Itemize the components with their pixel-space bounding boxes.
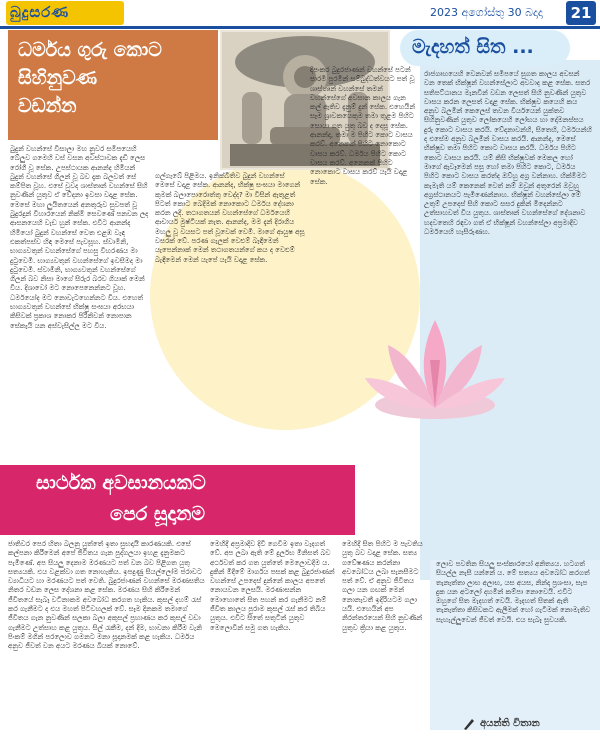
article2-title: මැදහත් සිත ... [412, 36, 534, 58]
newspaper-logo: බුදුසරණ [10, 3, 70, 21]
article1-column2: ගල්ගැබේ පිළිමය. ඉනික්බිතිව බුදුන් වහන්සේ මෙසේ වදාළ සේක. ආනන්ද, භික්ෂු සංඝයා මාගෙන් කුමක් බලාපොරොත්තු වෙද්ද? මා විසින් ඇතුළත් පිටත් කොට බෙදීමක් නොකොට ධර්මය දේශනා කරන ලදී. තථාගතයන් වහන්සේගේ ධර්මයෙහි ආචාර්ය මුෂ්ටියක් නැත. ආනන්ද, මම දැන් දිරාගිය මහලු වූ වයසට පත් වූවෙක් වෙමි. මාගේ ආයුෂ අසූ වසරක් වේ. පරණ ගැලක් වෙළුම් බැඳීමෙන් යැපෙන්නාක් මෙන් තථාගතයන්ගේ කය ද වෙළුම් බැඳීමෙන් මෙන් යැපේ යැයි වදාළ සේක. [155, 172, 305, 264]
quill-icon [462, 716, 476, 735]
article3-title-line1: සාර්ථක අවසානයකට [36, 472, 206, 494]
article2-body: ලොව පවතින සියලු සංස්කාරයෝ අනිත්‍යය. හටගත් සියල්ල නැසී යන්නේ ය. මේ සත්‍යය අවබෝධ කරගත් තැනැත්තා ලාභ අලාභ, යස අයස, නින්දා ප්‍රශංසා, සැප දුක යන අටලෝ දහමින් කම්පා නොවෙයි. එවිට ඔහුගේ සිත මැදහත් වෙයි. මැදහත් සිතක් ඇති තැනැත්තා කිසිවකට ඇලීමක් හෝ ගැටීමක් නොමැතිව සැහැල්ලුවෙන් ජීවත් වෙයි. එය සැබෑ සුවයකි. [436, 560, 591, 624]
page-number: 21 [566, 1, 596, 25]
lotus-icon [350, 300, 520, 444]
article1-column1: බුදුන් වහන්සේ විසාලා මහ නුවර සමීපයෙහි බේලුව ගමෙහි වස් වසන අවස්ථාවක දැඩි ලෙස රෝගී වූ සේක. උපස්ථායක ආනන්ද හිමියන් බුදුන් වහන්සේ ගිලන් වූ බව දැක බලවත් සේ කම්පිත වූහ. එසේ වුවද ශාස්තෘන් වහන්සේ සිහි නුවණින් යුතුව ඒ වේදනා ඉවසා වදාළ සේක. මෙසේ මහා ලුයිතයෙන් අනතුරුව සුවපත් වූ බුදුරදුන් විහාරයෙන් නික්මී සෙවණේ පනවන ලද ආසනයෙහි වැඩ හුන් සේක. එවිට ආනන්ද හිමියෝ බුදුන් වහන්සේ වෙත එළඹ වැඳ එකත්පස්ව හිඳ මෙසේ පැවසූහ. ස්වාමීනි, භාග්‍යවතුන් වහන්සේගේ පහසු විහරණය මා දුටුවෙමි. භාග්‍යවතුන් වහන්සේගේ ඉවසීමද මා දුටුවෙමි. ස්වාමීනි, භාග්‍යවතුන් වහන්සේගේ ගිලන් බව නිසා මාගේ සිරුර බරව ගියාක් මෙන් විය. දිශාවෝ මට නොපෙනෙන්නට වූහ. ධර්මයෝද මට නොවැටහෙන්නට විය. එහෙත් භාග්‍යවතුන් වහන්සේ භික්ෂු සංඝයා අරභයා කිසිවක් ප්‍රකාශ නොකර පිරිනිවන් නොපාන සේකැයි යන අස්වැසිල්ල මට විය. [10, 145, 149, 330]
article1-title-line1: ධර්මය ගුරු කොට [18, 39, 162, 61]
article1-column3: දීපංකර බුදුරජාණන් වහන්සේ පටන් පාරමී පුරමින් සම්බුද්ධත්වයට පත් වූ ශාස්තෘන් වහන්සේ තමන් වහන්සේගේ අවසාන කාලය ගැන කල් ඇතිව දැනුම් දුන් සේක. එහෙයින් සෑම ශ්‍රාවකයෙකුම තමා තුළම පිහිට සොයා ගත යුතු බව ද දෙසූ සේක. ආනන්ද, තමා ම පිහිට කොට වාසය කරව්. අනෙකක් පිහිට නොකොට වාසය කරව්. ධර්මය පිහිට කොට වාසය කරව්. අනෙකක් පිහිට නොකොට වාසය කරව් යැයි වදාළ සේක. [310, 66, 415, 186]
article3-column1: ජාතිවර පෙර හිතා බලනු යුත්තේ ඉතා සුභදායී කාරණයකි. එසේ කල්පනා කිරීමෙන් අපේ ජීවිතය ගැන පුද්ගලයා ඉහළ දැනුමකට පැමිණේ. අප සියලු දෙනාම මරණයට පත් වන බව පිළිගත යුතු සත්‍යයකි. එය වළක්වා ගත නොහැකිය. ඉපදුණු සියල්ලෝම ජරාවට ව්‍යාධියට හා මරණයට පත් වෙති. බුදුරජාණන් වහන්සේ මරණසතිය නිතර වඩන ලෙස දේශනා කළ සේක. මරණය සිහි කිරීමෙන් ජීවිතයේ සැබෑ වටිනාකම අවබෝධ කරගත හැකිය. කුසල් දහම් රැස් කර ගැනීමට ද එය මහත් පිටිවහලක් වේ. සෑම දිනකම තමාගේ ජීවිතය ගැන නුවණින් සලකා බලා අකුසල් ප්‍රහාණය කර කුසල් වඩා ගැනීමට උත්සාහ කළ යුතුය. සිල් රැකීම, දන් දීම, භාවනා කිරීම වැනි පිංකම් මගින් පරලොව ගමනට මනා සූදානමක් කළ හැකිය. ධර්මය අනුව ජීවත් වන අයට මරණය බියක් නොවේ. [8, 540, 205, 651]
article3-title-line2: පෙර සූදානම [110, 503, 206, 525]
article3-column3: මෙහිදී සිත පිහිට ම පැවතිය යුතු බව වදාළ සේක. සත්‍ය ගවේෂණය කරන්නා අවබෝධය ලබා සැනසීමට පත් වේ. ඒ අනුව ජීවිතය ගලා යන ගඟක් මෙන් නොනැවතී ඉදිරියටම ගලා යයි. එහෙයින් අප නිරන්තරයෙන් සිහි නුවණින් යුතුව ක්‍රියා කළ යුතුය. [342, 540, 423, 632]
article1-column4: රාජගෘහයෙහි වෙනවන් සමීපයේ සුගත කාලය අවසන් වන තෙක් භික්ෂූන් වහන්සේලාට අවවාද කළ සේක. සතර සතිපට්ඨානය මැනවින් වඩන ලෙසත් සිහි නුවණින් යුතුව වාසය කරන ලෙසත් වදාළ සේක. භික්ෂුව කයෙහි කය අනුව බලමින් කෙලෙස් තවන වීර්යයෙන් යුක්තව සිහිනුවණින් යුතුව ලෝකයෙහි ලෝභය හා දෝමනස්සය දුරු කොට වාසය කරයි. වේදනාවන්හි, සිතෙහි, ධර්මයන්හි ද එසේම අනුව බලමින් වාසය කරයි. ආනන්ද, මෙසේ භික්ෂුව තමා පිහිට කොට වාසය කරයි. ධර්මය පිහිට කොට වාසය කරයි. යම් කිසි භික්ෂුවක් මෙකල හෝ මාගේ ඇවෑමෙන් පසු හෝ තමා පිහිට කොට, ධර්මය පිහිට කොට වාසය කරත්ද ඔව්හු අග්‍ර වන්නාහ. හික්මීමට කැමැති යම් කෙනෙක් වෙත් නම් ඔවුන් අතුරෙන් ඔවුහු අග්‍රස්ථානයට පැමිණෙන්නාහ. භික්ෂූන් වහන්සේලා මේ උතුම් උපදෙස් සිහි කොට සසර දුකින් මිදෙන්නට උත්සාහවත් විය යුතුය. ශාස්තෘන් වහන්සේගේ දේශනාව හදවතෙහි රඳවා ගත් ඒ භික්ෂූන් වහන්සේලා අප්‍රමාදීව ධර්මයෙහි හැසිරුණහ. [424, 70, 592, 237]
article1-title-line2: සිහිනුවණ [18, 67, 98, 89]
issue-date: 2023 අගෝස්තු 30 බදාදා [430, 6, 543, 19]
author-name: අයන්ති විතාන [480, 718, 540, 729]
header-divider [0, 26, 600, 29]
article3-column2: මෙහිදී අප්‍රමාදීව දිවි ගෙවීම ඉතා වැදගත් වේ. අප ලබා ඇති මේ දුර්ලභ මිනිසත් බව අර්ථවත් කර ගත යුත්තේ මෙලොවදීම ය. දුකින් මිදීමේ මාර්ගය පසක් කළ බුදුරජාණන් වහන්සේ උපදෙස් දුන්නේ කාලය අපතේ නොයවන ලෙසයි. මරණාසන්න මොහොතේ සිත පහන් කර ගැනීමට නම් ජීවිත කාලය පුරාම කුසල් රැස් කර තිබිය යුතුය. එවිට සිතේ සතුටින් යුතුව මෙලොවින් සමු ගත හැකිය. [210, 540, 335, 632]
article1-title-line3: වඩන්න [18, 95, 77, 117]
